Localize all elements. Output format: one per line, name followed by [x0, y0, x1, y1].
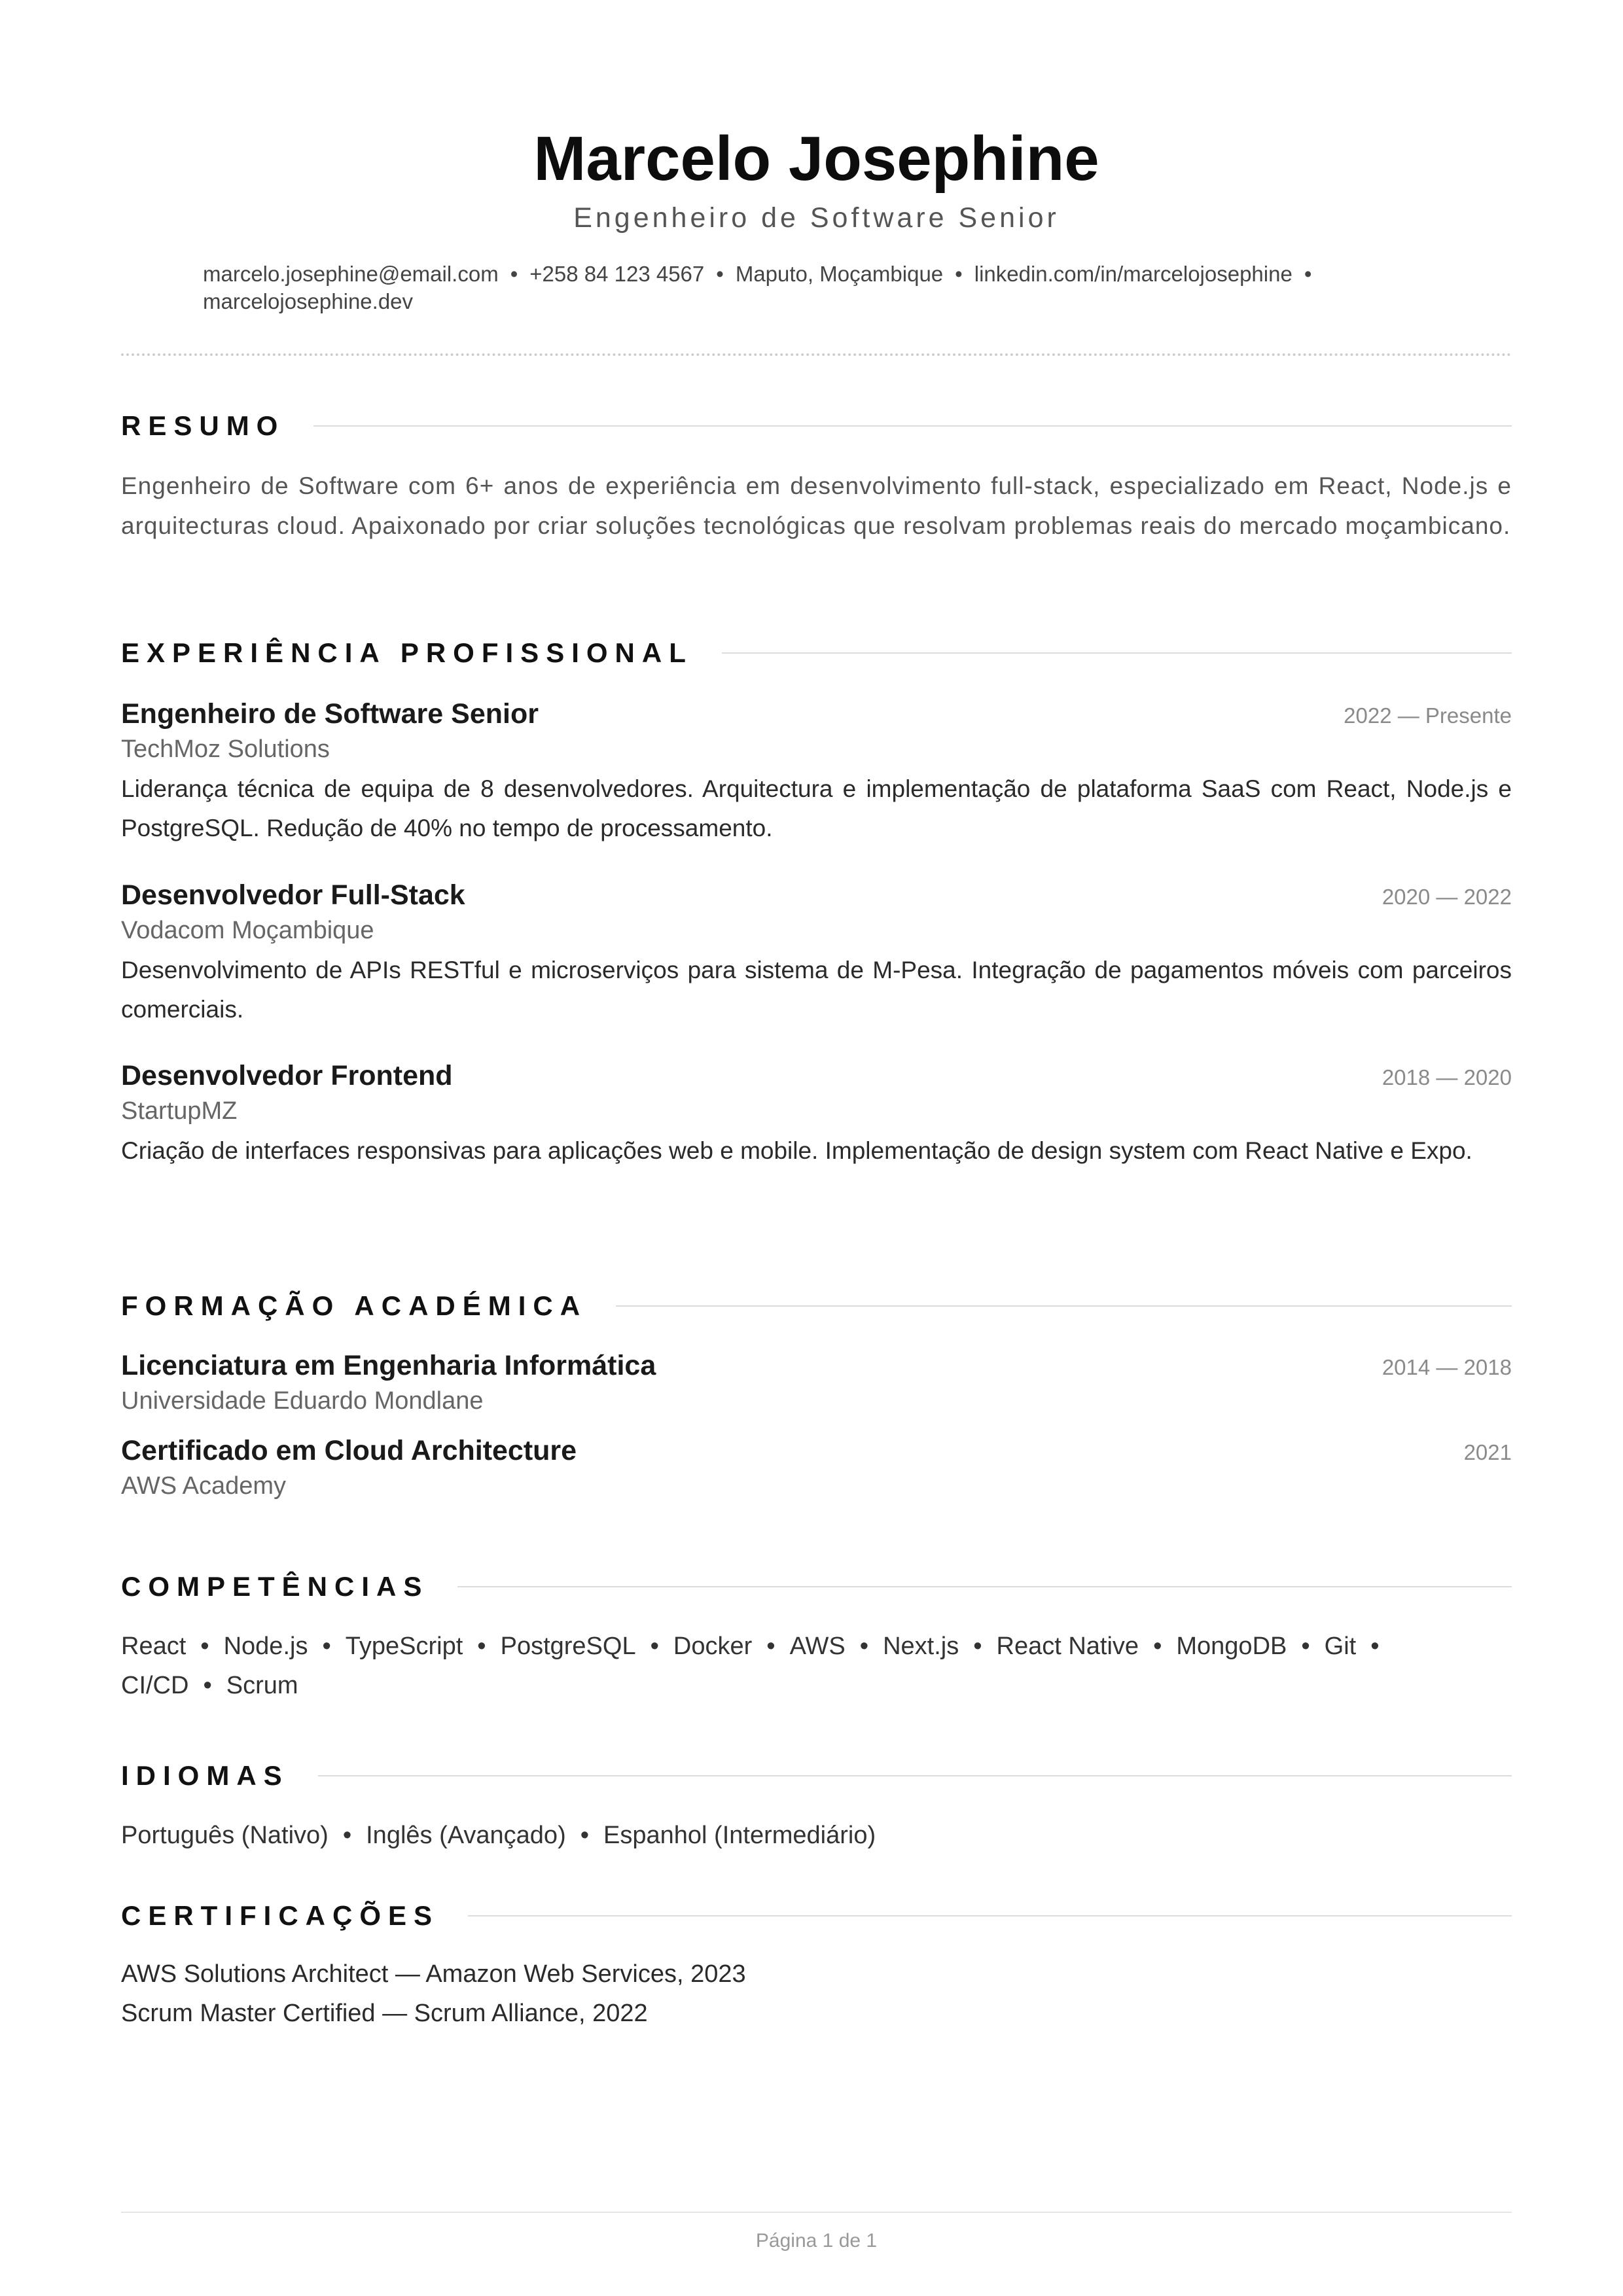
certifications-list [121, 1954, 1512, 2033]
section-title: COMPETÊNCIAS [121, 1571, 429, 1602]
job-dates: 2020 — 2022 [1382, 885, 1512, 909]
skill-item: TypeScript [345, 1633, 463, 1660]
section-title: FORMAÇÃO ACADÉMICA [121, 1290, 588, 1321]
list-separator: • [859, 1633, 869, 1660]
section-title: IDIOMAS [121, 1760, 289, 1791]
experience-entry [121, 696, 1512, 848]
language-item: Espanhol (Intermediário) [603, 1822, 876, 1849]
job-description: Desenvolvimento de APIs RESTful e microserviços para sistema de M-Pesa. Integração de pagamentos móveis com parceiros comerciais. [121, 957, 1512, 1023]
list-separator: • [650, 1633, 659, 1660]
section-title: CERTIFICAÇÕES [121, 1900, 440, 1931]
language-item: Inglês (Avançado) [366, 1822, 566, 1849]
education-entry [121, 1347, 1512, 1416]
experience-entry [121, 1057, 1512, 1171]
section-rule [457, 1586, 1512, 1587]
list-separator: • [203, 1672, 212, 1699]
job-description: Criação de interfaces responsivas para aplicações web e mobile. Implementação de design system com React Native e Expo. [121, 1137, 1472, 1164]
degree-title: Licenciatura em Engenharia Informática [121, 1350, 656, 1381]
list-separator: • [200, 1633, 209, 1660]
skill-item: MongoDB [1176, 1633, 1287, 1660]
skill-item: AWS [789, 1633, 846, 1660]
section-languages-header [121, 1756, 1512, 1795]
contact-separator: • [955, 262, 963, 286]
skill-item: React [121, 1633, 187, 1660]
degree-dates: 2021 [1463, 1440, 1512, 1464]
language-item: Português (Nativo) [121, 1822, 329, 1849]
list-separator: • [342, 1822, 352, 1849]
contact-separator: • [510, 262, 518, 286]
section-experience-header [121, 633, 1512, 673]
contact-phone[interactable]: +258 84 123 4567 [529, 262, 705, 286]
skills-list [121, 1627, 1512, 1705]
contact-separator: • [716, 262, 724, 286]
section-rule [616, 1305, 1512, 1307]
candidate-name: Marcelo Josephine [533, 124, 1099, 194]
skill-item: Docker [673, 1633, 753, 1660]
list-separator: • [322, 1633, 331, 1660]
contact-location: Maputo, Moçambique [735, 262, 944, 286]
experience-entry [121, 877, 1512, 1029]
languages-list [121, 1816, 1512, 1855]
candidate-role: Engenheiro de Software Senior [573, 202, 1060, 234]
section-skills-header [121, 1567, 1512, 1606]
contact-line [203, 260, 1512, 315]
list-separator: • [766, 1633, 776, 1660]
contact-email[interactable]: marcelo.josephine@email.com [203, 262, 499, 286]
job-title: Desenvolvedor Frontend [121, 1060, 453, 1091]
skill-item: Git [1324, 1633, 1357, 1660]
header-divider [121, 353, 1512, 356]
contact-website[interactable]: marcelojosephine.dev [203, 289, 414, 313]
job-dates: 2022 — Presente [1344, 703, 1512, 728]
page-number: Página 1 de 1 [755, 2230, 878, 2252]
section-education-header [121, 1286, 1512, 1326]
certification-item: AWS Solutions Architect — Amazon Web Services, 2023 [121, 1960, 746, 1988]
section-summary-header [121, 406, 1512, 446]
skill-item: Scrum [226, 1672, 298, 1699]
section-rule [722, 652, 1512, 654]
job-company: TechMoz Solutions [121, 735, 330, 763]
section-certifications-header [121, 1896, 1512, 1935]
section-rule [318, 1775, 1512, 1776]
section-title: RESUMO [121, 410, 285, 441]
skill-item: CI/CD [121, 1672, 189, 1699]
footer-rule [121, 2212, 1512, 2213]
skill-item: Node.js [223, 1633, 308, 1660]
list-separator: • [973, 1633, 982, 1660]
skill-item: Next.js [883, 1633, 959, 1660]
degree-title: Certificado em Cloud Architecture [121, 1435, 577, 1466]
skill-item: React Native [996, 1633, 1139, 1660]
skill-item: PostgreSQL [500, 1633, 636, 1660]
education-entry [121, 1432, 1512, 1501]
section-rule [313, 425, 1512, 427]
list-separator: • [1370, 1633, 1380, 1660]
job-company: StartupMZ [121, 1097, 238, 1125]
list-separator: • [1301, 1633, 1310, 1660]
summary-text: Engenheiro de Software com 6+ anos de experiência em desenvolvimento full-stack, especializado em React, Node.js e arquitecturas cloud. Apaixonado por criar soluções tecnológicas que resolvam problemas reais do mercado moçambicano. [121, 472, 1512, 539]
job-description: Liderança técnica de equipa de 8 desenvolvedores. Arquitectura e implementação de plataforma SaaS com React, Node.js e PostgreSQL. Redução de 40% no tempo de processamento. [121, 775, 1512, 841]
list-separator: • [580, 1822, 590, 1849]
contact-separator: • [1304, 262, 1312, 286]
section-title: EXPERIÊNCIA PROFISSIONAL [121, 637, 693, 668]
list-separator: • [477, 1633, 486, 1660]
contact-linkedin[interactable]: linkedin.com/in/marcelojosephine [974, 262, 1293, 286]
degree-school: AWS Academy [121, 1472, 287, 1500]
job-dates: 2018 — 2020 [1382, 1065, 1512, 1089]
job-title: Desenvolvedor Full-Stack [121, 879, 465, 911]
degree-dates: 2014 — 2018 [1382, 1355, 1512, 1379]
certification-item: Scrum Master Certified — Scrum Alliance, 2022 [121, 2000, 648, 2027]
section-rule [468, 1915, 1512, 1916]
job-company: Vodacom Moçambique [121, 917, 374, 944]
degree-school: Universidade Eduardo Mondlane [121, 1387, 484, 1415]
list-separator: • [1153, 1633, 1162, 1660]
job-title: Engenheiro de Software Senior [121, 698, 539, 730]
